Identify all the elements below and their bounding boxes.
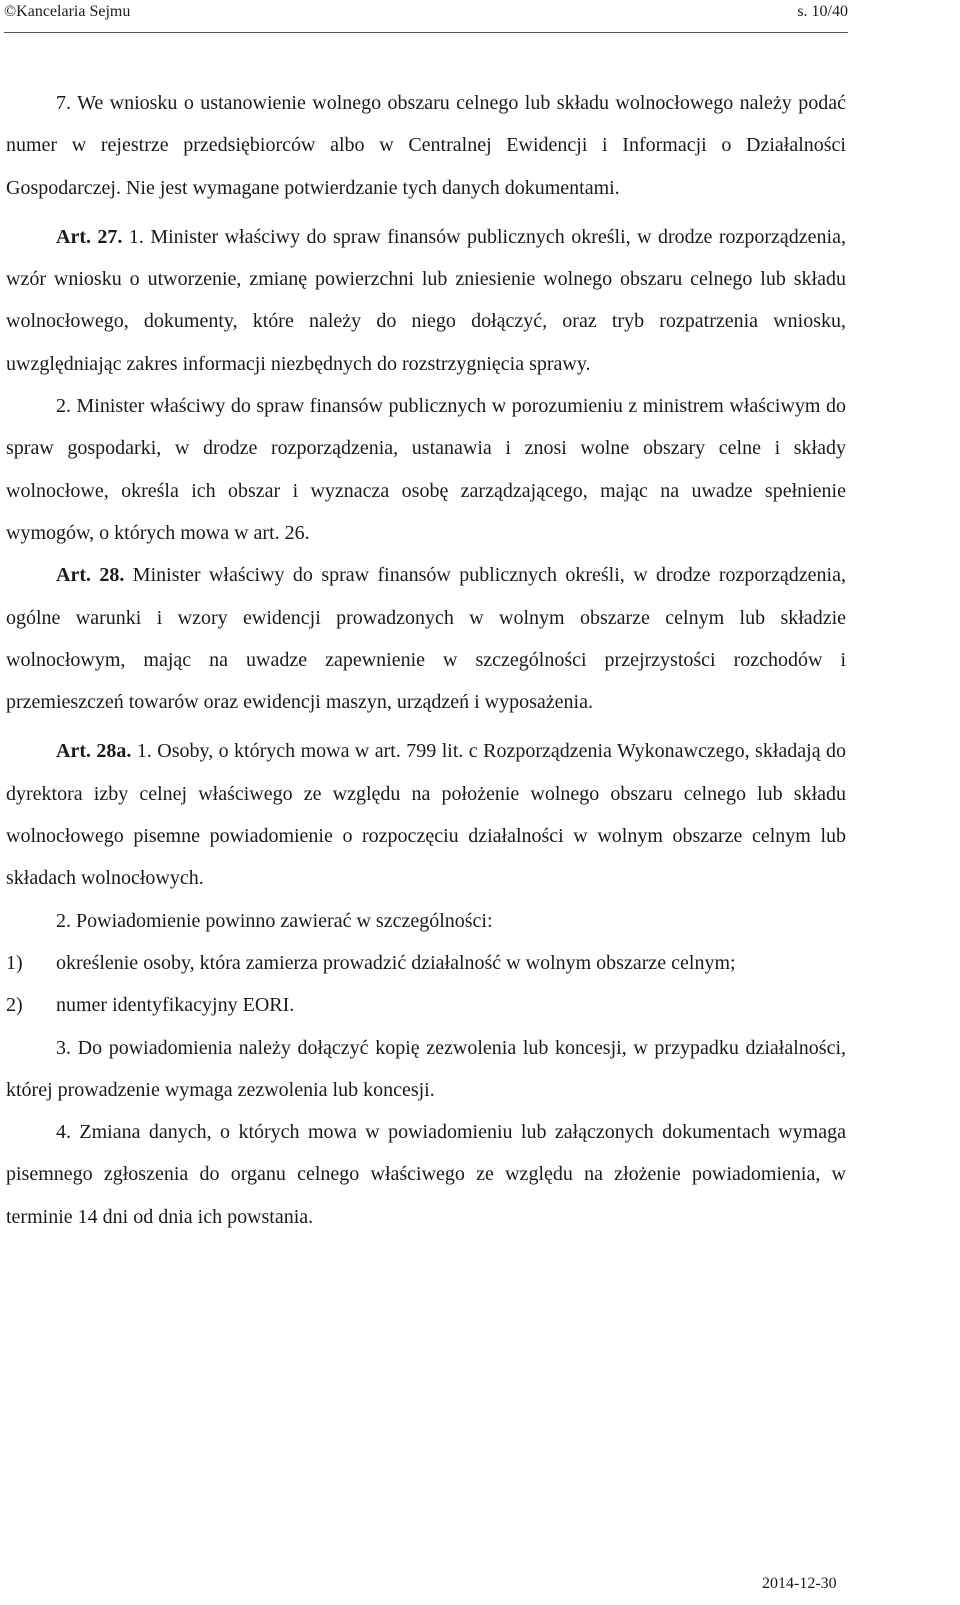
paragraph-text: 1. Minister właściwy do spraw finansów publicznych określi, w drodze rozporządzenia, wzór wniosku o utworzenie, zmianę powierzchni lub zniesienie wolnego obszaru celnego lub składu wolnocłowego, dokumenty, które należy do niego dołączyć, oraz tryb rozpatrzenia wniosku, uwzględniając zakres informacji niezbędnych do rozstrzygnięcia sprawy. (6, 225, 846, 375)
paragraph-text: 2. Powiadomienie powinno zawierać w szczególności: (56, 909, 493, 932)
paragraph-art28 (6, 554, 846, 723)
paragraph-art28a-2 (6, 900, 846, 942)
list-item-number: 2) (6, 994, 23, 1017)
list-item-text: określenie osoby, która zamierza prowadzić działalność w wolnym obszarze celnym; (56, 951, 736, 974)
paragraph-text: 7. We wniosku o ustanowienie wolnego obszaru celnego lub składu wolnocłowego należy podać numer w rejestrze przedsiębiorców albo w Centralnej Ewidencji i Informacji o Działalności Gospodarczej. Nie jest wymagane potwierdzanie tych danych dokumentami. (6, 92, 846, 199)
paragraph-text: 4. Zmiana danych, o których mowa w powiadomieniu lub załączonych dokumentach wymaga pisemnego zgłoszenia do organu celnego właściwego ze względu na złożenie powiadomienia, w terminie 14 dni od dnia ich powstania. (6, 1121, 846, 1228)
list-item-text: numer identyfikacyjny EORI. (56, 994, 295, 1017)
paragraph-text: 1. Osoby, o których mowa w art. 799 lit. c Rozporządzenia Wykonawczego, składają do dyrektora izby celnej właściwego ze względu na położenie wolnego obszaru celnego lub składu wolnocłowego pisemne powiadomienie o rozpoczęciu działalności w wolnym obszarze celnym lub składach wolnocłowych. (6, 740, 847, 890)
article-label: Art. 28. (56, 564, 125, 587)
paragraph-text: Minister właściwy do spraw finansów publicznych określi, w drodze rozporządzenia, ogólne warunki i wzory ewidencji prowadzonych w wolnym obszarze celnym lub składzie wolnocłowym, mając na uwadze zapewnienie w szczególności przejrzystości rozchodów i przemieszczeń towarów oraz ewidencji maszyn, urządzeń i wyposażenia. (6, 564, 846, 714)
list-item (6, 942, 846, 984)
paragraph-art27-2 (6, 385, 846, 554)
copyright-label: ©Kancelaria Sejmu (4, 3, 131, 20)
page-number: s. 10/40 (797, 3, 848, 20)
paragraph-text: 3. Do powiadomienia należy dołączyć kopię zezwolenia lub koncesji, w przypadku działalności, której prowadzenie wymaga zezwolenia lub koncesji. (6, 1036, 846, 1101)
list-item-number: 1) (6, 951, 23, 974)
paragraph-art26-7 (6, 82, 846, 209)
paragraph-text: 2. Minister właściwy do spraw finansów publicznych w porozumieniu z ministrem właściwym do spraw gospodarki, w drodze rozporządzenia, ustanawia i znosi wolne obszary celne i składy wolnocłowe, określa ich obszar i wyznacza osobę zarządzającego, mając na uwadze spełnienie wymogów, o których mowa w art. 26. (6, 395, 846, 544)
document-body (6, 82, 846, 1238)
article-label: Art. 28a. (56, 740, 132, 763)
paragraph-art28a-1 (6, 730, 846, 899)
paragraph-art28a-3 (6, 1027, 846, 1112)
paragraph-art27-1 (6, 216, 846, 385)
paragraph-art28a-4 (6, 1111, 846, 1238)
page-header (4, 0, 848, 33)
article-label: Art. 27. (56, 225, 123, 248)
footer-date: 2014-12-30 (762, 1575, 837, 1592)
list-item (6, 984, 846, 1026)
